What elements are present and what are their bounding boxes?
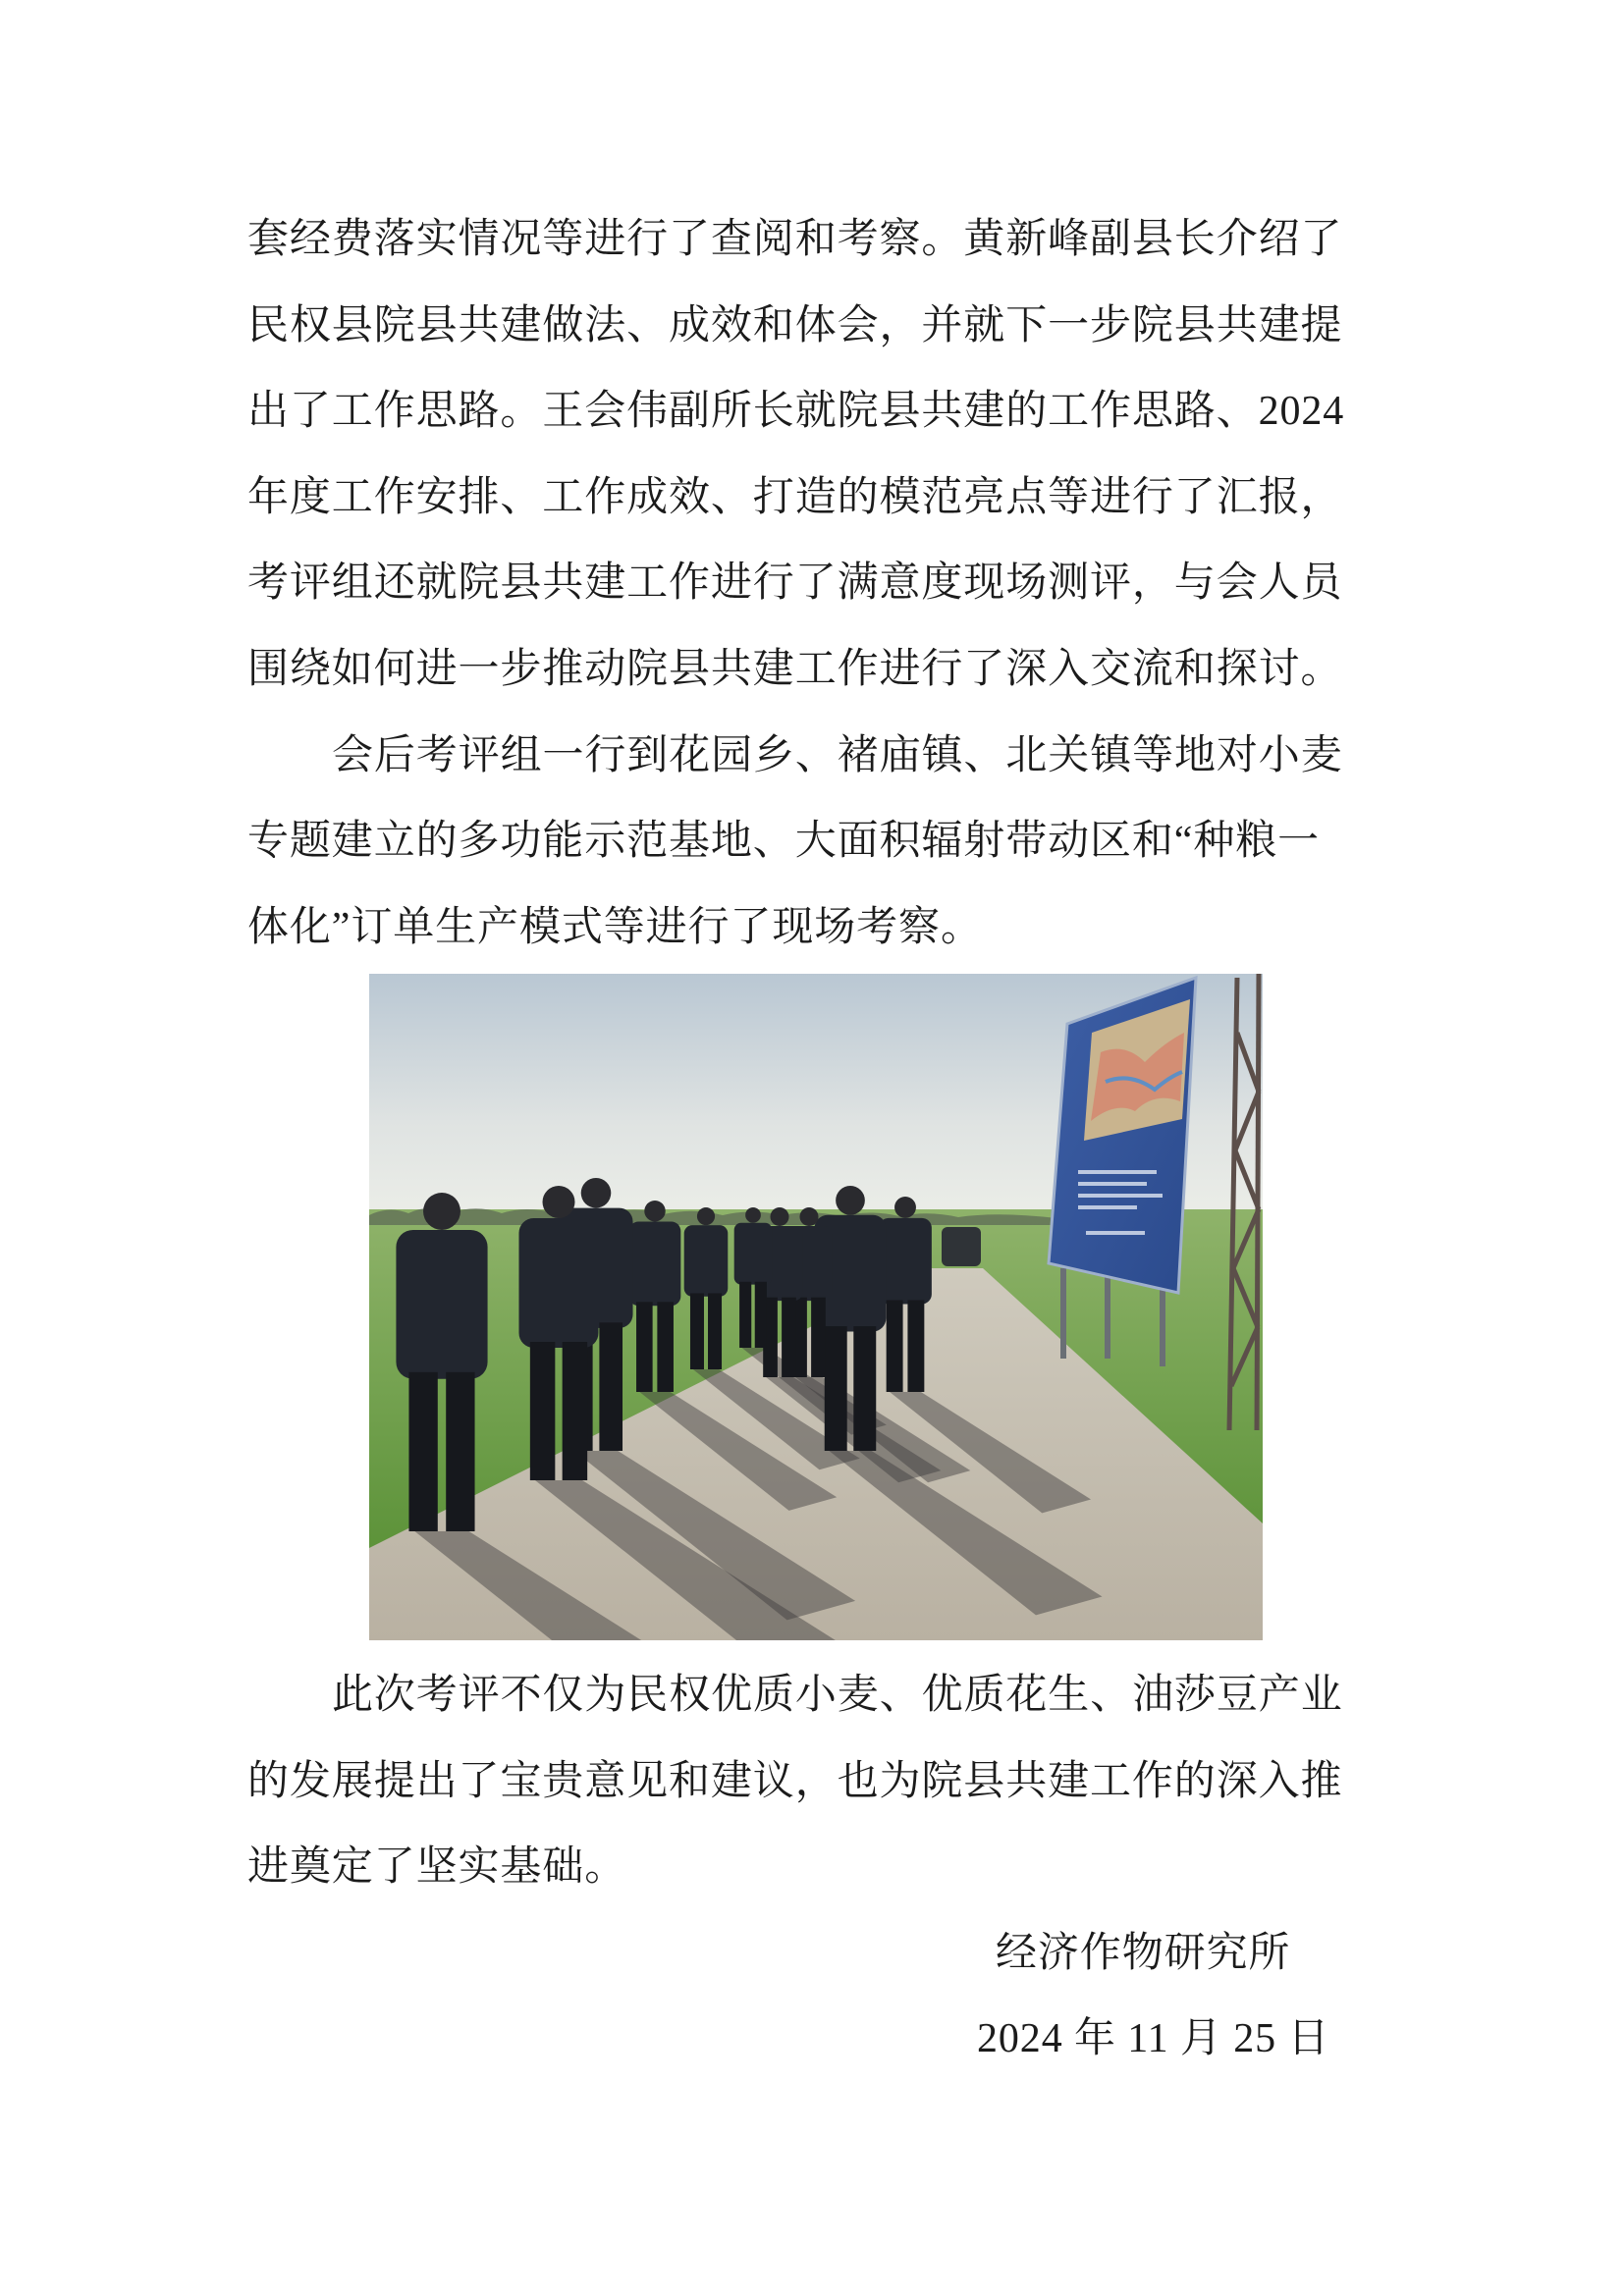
text-line: 此次考评不仅为民权优质小麦、优质花生、油莎豆产业 [332,1673,1343,1718]
person-jacket [629,1221,681,1306]
person-head [799,1207,818,1226]
person-jacket [879,1218,932,1305]
person-leg [825,1326,847,1451]
person-leg [446,1372,474,1531]
person-leg [563,1342,588,1480]
text-line: 民权县院县共建做法、成效和体会，并就下一步院县共建提 [247,302,1343,348]
person-leg [755,1282,767,1348]
person-leg [907,1300,924,1392]
person-head [770,1207,788,1226]
person-leg [636,1302,653,1392]
person-leg [530,1342,556,1480]
person-head [644,1201,665,1221]
text-line: 体化”订单生产模式等进行了现场考察。 [247,904,983,950]
text-line: 的发展提出了宝贵意见和建议，也为院县共建工作的深入推 [247,1758,1343,1804]
person-leg [887,1300,903,1392]
person-leg [408,1372,437,1531]
body-text-bottom [247,1653,1396,1911]
signature-date: 2024 年 11 月 25 日 [977,2016,1330,2061]
text-line: 围绕如何进一步推动院县共建工作进行了深入交流和探讨。 [247,646,1343,692]
text-line: 专题建立的多功能示范基地、大面积辐射带动区和“种粮一 [247,819,1321,865]
person-leg [811,1298,826,1377]
text-line: 套经费落实情况等进行了查阅和考察。黄新峰副县长介绍了 [247,217,1343,262]
person-leg [782,1298,796,1377]
text-line: 出了工作思路。王会伟副所长就院县共建的工作思路、2024 [247,389,1345,435]
person-leg [690,1293,704,1369]
text-line: 进奠定了坚实基础。 [247,1844,627,1891]
person-leg [657,1302,674,1392]
person-leg [708,1293,722,1369]
person-head [543,1186,575,1218]
person-jacket [734,1223,773,1285]
person-leg [853,1326,876,1451]
person-head [423,1193,460,1230]
person-head [894,1197,916,1218]
text-line: 考评组还就院县共建工作进行了满意度现场测评，与会人员 [247,561,1343,607]
text-line: 年度工作安排、工作成效、打造的模范亮点等进行了汇报， [247,474,1343,520]
person-head [697,1207,715,1225]
person-jacket [396,1230,487,1379]
person-jacket [684,1225,729,1297]
person-head [745,1207,761,1223]
signature-organization: 经济作物研究所 [996,1931,1291,1976]
person-head [836,1186,865,1215]
body-text-top [247,197,1396,971]
parked-car [942,1227,981,1266]
person-leg [739,1282,751,1348]
field-inspection-photo [369,974,1263,1640]
text-line: 会后考评组一行到花园乡、褚庙镇、北关镇等地对小麦 [332,732,1343,778]
person-jacket [519,1218,599,1348]
person-head [581,1178,612,1208]
person-leg [599,1322,623,1451]
